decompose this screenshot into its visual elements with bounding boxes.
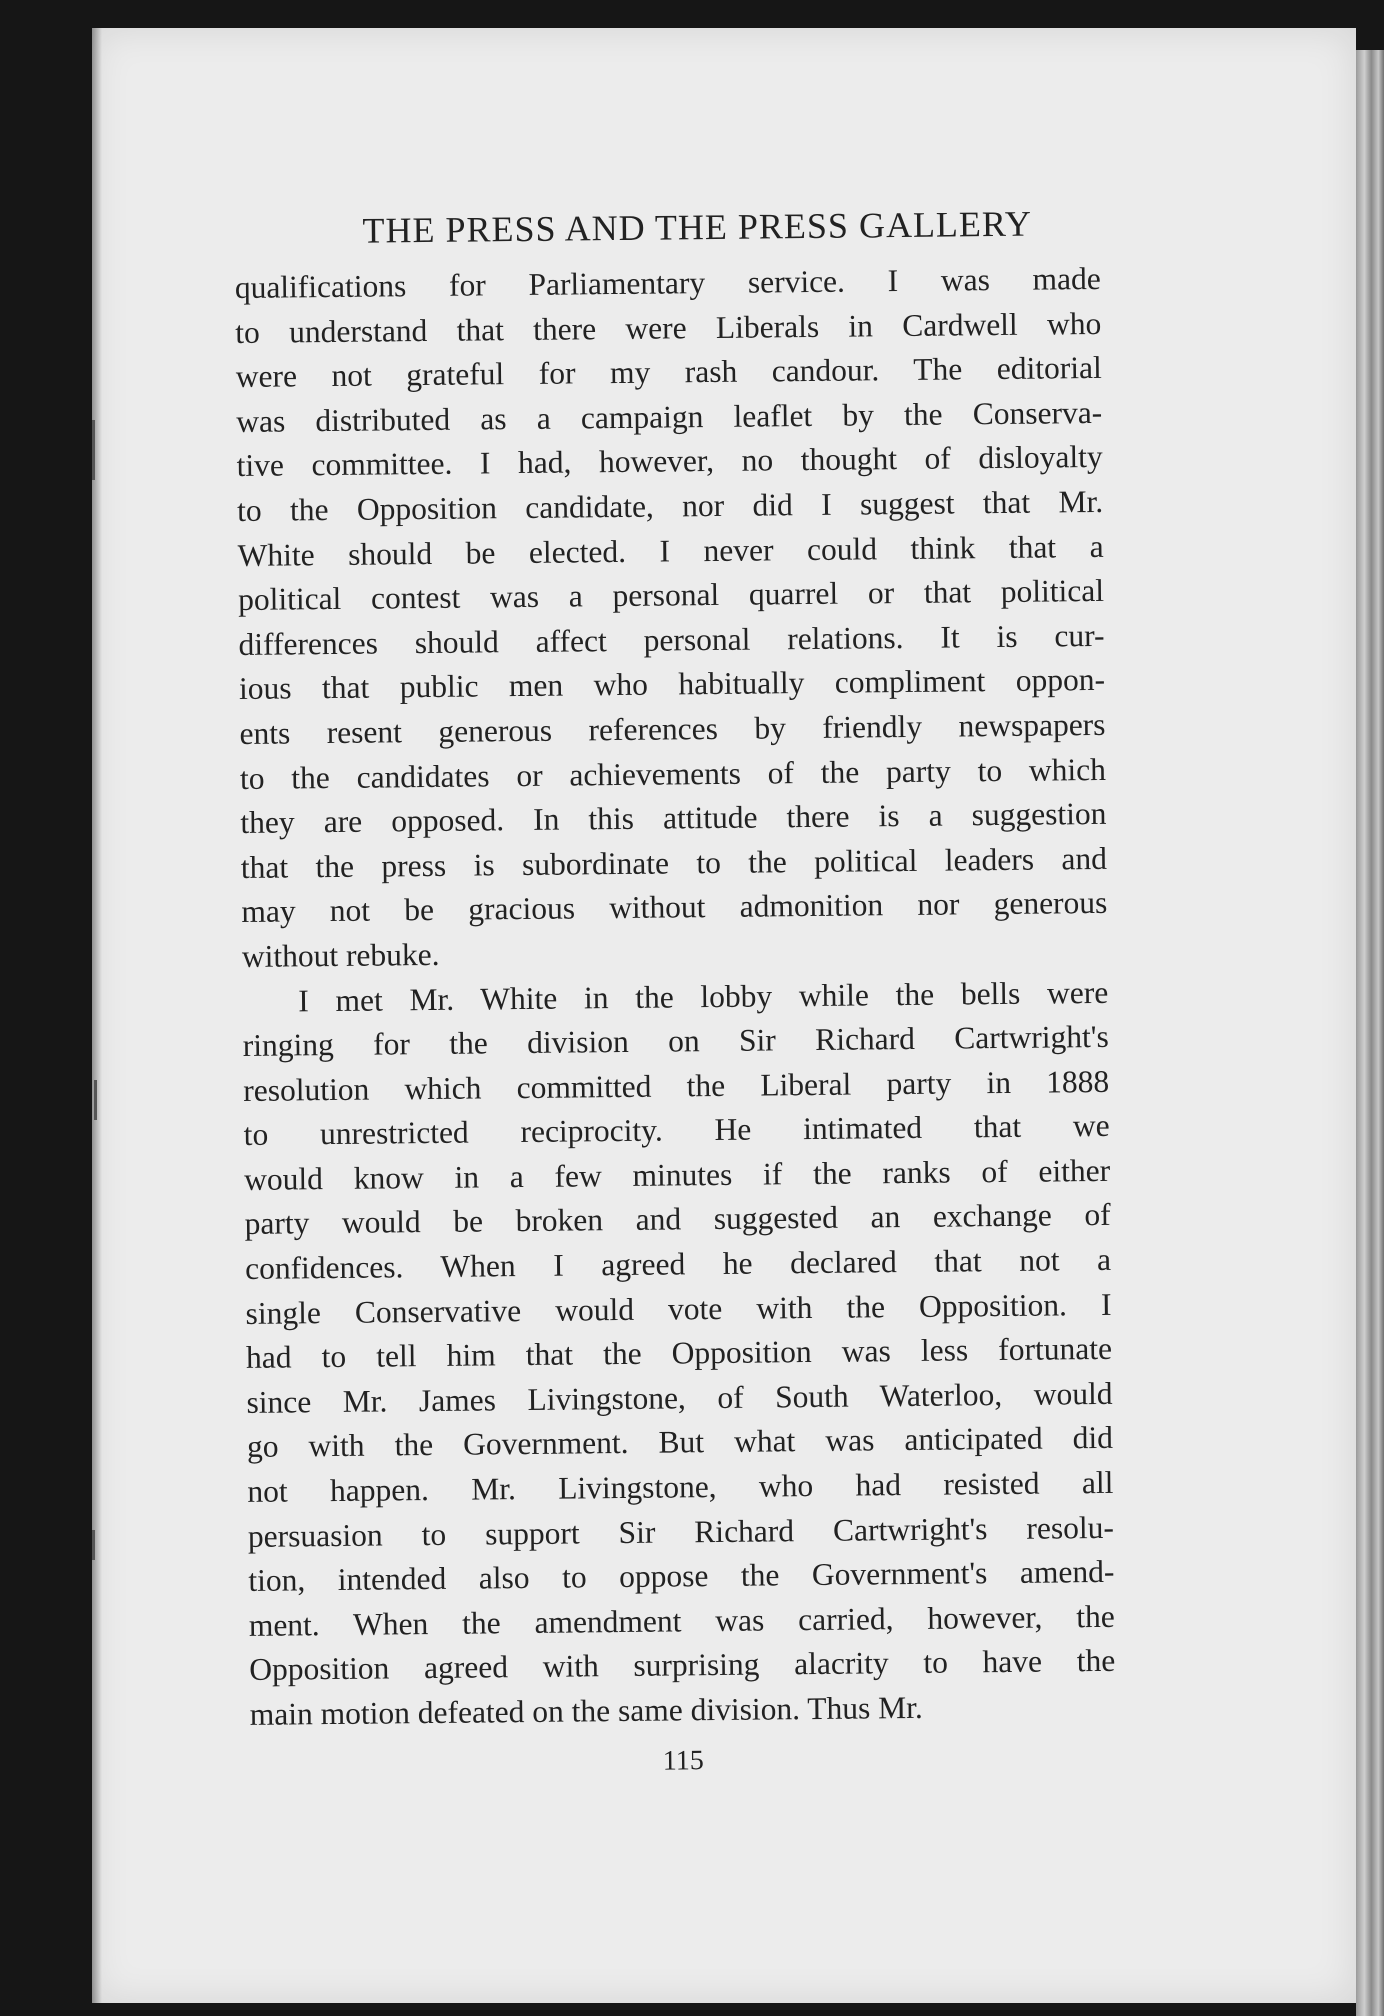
text-line: ious that public men who habitually compliment oppon- (238, 662, 1106, 707)
text-line: I met Mr. White in the lobby while the bells were (298, 974, 1109, 1018)
text-line: would know in a few minutes if the ranks of either (243, 1152, 1111, 1197)
text-line: party would be broken and suggested an exchange of (244, 1197, 1111, 1242)
page-content (234, 199, 1116, 1786)
text-line: had to tell him that the Opposition was less fortunate (245, 1331, 1113, 1376)
gutter-mark (94, 1080, 97, 1120)
text-line: go with the Government. But what was anticipated did (246, 1420, 1114, 1465)
text-line: confidences. When I agreed he declared that not a (244, 1241, 1112, 1287)
text-line: without rebuke. (241, 936, 440, 974)
gutter-mark (92, 420, 95, 480)
text-line: resolution which committed the Liberal party in 1888 (243, 1063, 1110, 1108)
text-line: ringing for the division on Sir Richard Cartwright's (242, 1018, 1109, 1064)
body-text (235, 257, 1116, 1738)
text-line: qualifications for Parliamentary service. I was made (234, 260, 1101, 305)
text-line: ment. When the amendment was carried, however, the (248, 1598, 1115, 1643)
text-line: White should be elected. I never could think that a (237, 528, 1104, 573)
text-line: not happen. Mr. Livingstone, who had resisted all (247, 1464, 1114, 1509)
text-line: tive committee. I had, however, no thought of disloyalty (236, 439, 1103, 484)
text-line: to the candidates or achievements of the party to which (239, 751, 1107, 796)
text-line: political contest was a personal quarrel or that political (237, 573, 1105, 618)
text-line: single Conservative would vote with the Opposition. I (245, 1286, 1112, 1331)
text-line: were not grateful for my rash candour. The editorial (235, 350, 1102, 395)
gutter-mark (92, 1530, 95, 1560)
page-number: 115 (662, 1744, 704, 1777)
text-line: was distributed as a campaign leaflet by the Conserva- (236, 394, 1103, 439)
running-head: THE PRESS AND THE PRESS GALLERY (362, 203, 1033, 251)
text-line: tion, intended also to oppose the Government's amend- (248, 1554, 1115, 1599)
paragraph (242, 970, 1116, 1737)
text-line: to understand that there were Liberals in Cardwell who (235, 305, 1102, 350)
text-line: Opposition agreed with surprising alacrity to have the (249, 1643, 1116, 1688)
text-line: persuasion to support Sir Richard Cartwright's resolu- (247, 1509, 1115, 1554)
paragraph (235, 257, 1108, 980)
text-line: main motion defeated on the same division. Thus Mr. (249, 1689, 924, 1732)
text-line: since Mr. James Livingstone, of South Waterloo, would (246, 1375, 1113, 1420)
text-line: differences should affect personal relations. It is cur- (238, 617, 1105, 662)
text-line: may not be gracious without admonition nor generous (241, 885, 1108, 930)
text-line: they are opposed. In this attitude there is a suggestion (240, 796, 1107, 841)
spine-shadow (92, 28, 102, 2003)
text-line: ents resent generous references by friendly newspapers (239, 706, 1106, 751)
text-line: to the Opposition candidate, nor did I suggest that Mr. (236, 483, 1104, 528)
text-line: that the press is subordinate to the political leaders and (240, 840, 1108, 885)
text-line: to unrestricted reciprocity. He intimated that we (243, 1108, 1110, 1153)
page-edge (1356, 50, 1384, 2016)
